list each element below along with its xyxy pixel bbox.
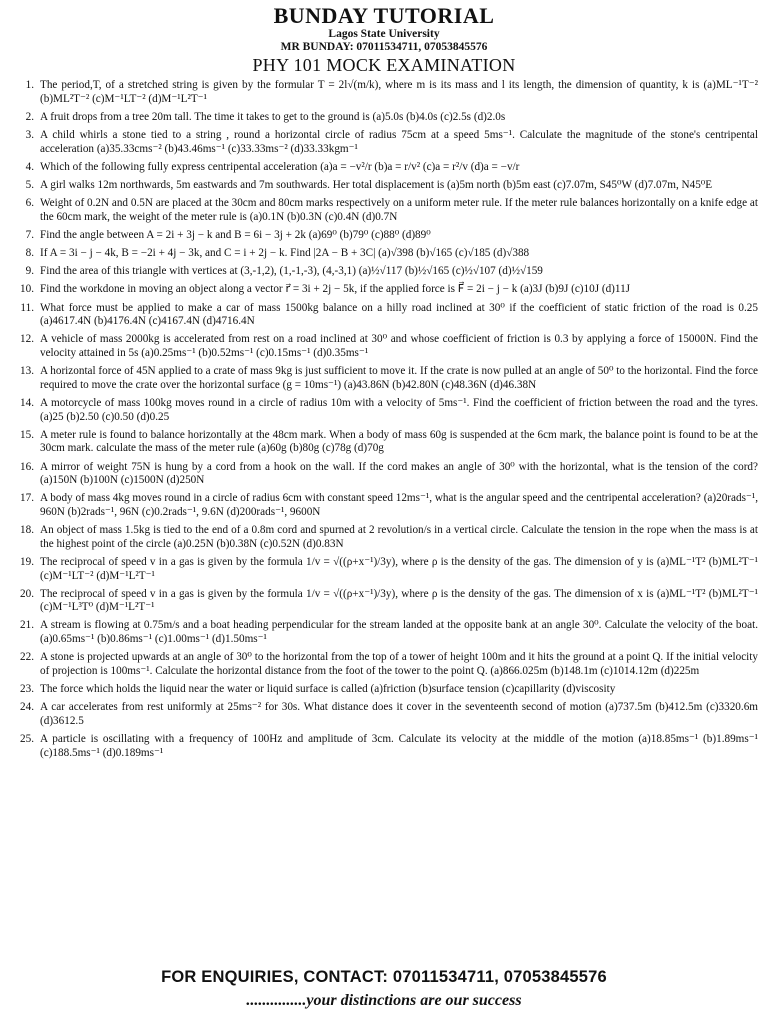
question-text: A girl walks 12m northwards, 5m eastwards and 7m southwards. Her total displacement is (a)5m north (b)5m east (c)7.07m, S45⁰W (d)7.07m, N45⁰E [40,178,713,191]
question-item [10,524,758,551]
question-item [10,247,758,261]
question-number: 15. [20,428,34,441]
question-item [10,733,758,760]
question-item [10,197,758,224]
question-number: 2. [25,110,34,123]
question-text: A horizontal force of 45N applied to a crate of mass 9kg is just sufficient to move it. If the crate is now pulled at an angle of 50⁰ to the horizontal. Find the force required to move the crate over the horizontal surface (g = 10ms⁻¹) (a)43.86N (b)42.80N (c)48.36N (d)46.38N [40,365,758,391]
question-item [10,397,758,424]
question-text: Which of the following fully express centripental acceleration (a)a = −v²/r (b)a = r/v² (c)a = r²/v (d)a = −v/r [40,160,520,173]
question-item [10,619,758,646]
question-item [10,701,758,728]
enquiries-contact: FOR ENQUIRIES, CONTACT: 07011534711, 07053845576 [161,968,607,986]
question-number: 22. [20,651,34,664]
question-number: 24. [20,701,34,714]
question-text: A body of mass 4kg moves round in a circle of radius 6cm with constant speed 12ms⁻¹, what is the angular speed and the centripental acceleration? (a)20rads⁻¹, 960N (b)2rads⁻¹, 96N (c)0.2rads⁻¹, 9.6N (d)200rads⁻¹, 9600N [40,492,758,518]
question-number: 21. [20,619,34,632]
question-number: 10. [20,283,34,296]
question-number: 9. [25,265,34,278]
question-item [10,492,758,519]
question-item [10,461,758,488]
page-title: BUNDAY TUTORIAL [273,3,495,28]
question-text: Find the angle between A = 2i + 3j − k and B = 6i − 3j + 2k (a)69⁰ (b)79⁰ (c)88⁰ (d)89⁰ [40,228,431,241]
question-item [10,129,758,156]
question-number: 13. [20,365,34,378]
question-number: 14. [20,397,34,409]
university-name: Lagos State University [328,28,440,40]
question-list [10,79,758,760]
question-text: An object of mass 1.5kg is tied to the end of a 0.8m cord and spurned at 2 revolution/s in a vertical circle. Calculate the tension in the rope when the mass is at the highest point of the circle (a)0.25N (b)0.38N (c)0.52N (d)0.83N [40,524,758,550]
question-item [10,333,758,360]
question-text: The reciprocal of speed v in a gas is given by the formula 1/v = √((ρ+x⁻¹)/3y), where ρ is the density of the gas. The dimension of x is (a)ML⁻¹T² (b)ML²T⁻¹ (c)M⁻¹L³T⁰ (d)M⁻¹L²T⁻¹ [40,587,758,614]
question-number: 4. [25,160,34,173]
question-text: What force must be applied to make a car of mass 1500kg balance on a hilly road inclined at 30⁰ if the coefficient of static friction of the road is 0.25 (a)4617.4N (b)4176.4N (c)4167.4N (d)4716.4N [40,301,758,328]
question-text: A stream is flowing at 0.75m/s and a boat heading perpendicular for the stream landed at the opposite bank at an angle 30⁰. Calculate the velocity of the boat. (a)0.65ms⁻¹ (b)0.86ms⁻¹ (c)1.00ms⁻¹ (d)1.50ms⁻¹ [40,619,758,646]
exam-page [0,4,768,1028]
question-item [10,265,758,279]
question-number: 3. [25,128,34,141]
question-number: 8. [25,247,34,260]
question-number: 12. [20,333,34,346]
question-number: 11. [20,301,34,314]
question-text: A fruit drops from a tree 20m tall. The time it takes to get to the ground is (a)5.0s (b)4.0s (c)2.5s (d)2.0s [40,110,506,123]
question-number: 23. [20,683,34,696]
question-text: The period,T, of a stretched string is given by the formular T = 2l√(m/k), where m is its mass and l its length, the dimension of quantity, k is (a)ML⁻¹T⁻² (b)ML²T⁻² (c)M⁻¹LT⁻² (d)M⁻¹L²T⁻¹ [40,79,758,105]
question-text: A child whirls a stone tied to a string , round a horizontal circle of radius 75cm at a speed 5ms⁻¹. Calculate the magnitude of the stone's centripental acceleration (a)35.33cms⁻² (b)43.46ms⁻¹ (c)33.33ms⁻² (d)33.33kgm⁻¹ [40,128,758,155]
question-number: 7. [25,228,34,241]
question-text: If A = 3i − j − 4k, B = −2i + 4j − 3k, and C = i + 2j − k. Find |2A − B + 3C| (a)√398 (b)√165 (c)√185 (d)√388 [40,247,530,260]
question-text: Weight of 0.2N and 0.5N are placed at the 30cm and 80cm marks respectively on a uniform meter rule. If the meter rule balances horizontally on a knife edge at the 60cm mark, the weight of the meter rule is (a)0.1N (b)0.3N (c)0.4N (d)0.7N [40,197,758,223]
question-text: A motorcycle of mass 100kg moves round in a circle of radius 10m with a velocity of 5ms⁻¹. Find the coefficient of friction between the road and the tyres. (a)25 (b)2.50 (c)0.50 (d)0.25 [40,397,758,423]
question-number: 18. [20,524,34,537]
question-item [10,283,758,297]
question-number: 6. [25,197,34,210]
question-item [10,588,758,615]
tutor-contact-line: MR BUNDAY: 07011534711, 07053845576 [280,41,488,53]
exam-title: PHY 101 MOCK EXAMINATION [252,55,516,75]
question-item [10,79,758,106]
question-number: 19. [20,555,34,568]
question-item [10,302,758,329]
question-text: The reciprocal of speed v in a gas is given by the formula 1/v = √((ρ+x⁻¹)/3y), where ρ is the density of the gas. The dimension of y is (a)ML⁻¹T² (b)ML²T⁻¹ (c)M⁻¹LT⁻² (d)M⁻¹L²T⁻¹ [40,555,758,582]
question-text: Find the area of this triangle with vertices at (3,-1,2), (1,-1,-3), (4,-3,1) (a)½√117 (b)½√165 (c)½√107 (d)½√159 [40,265,543,278]
tagline: ...............your distinctions are our success [246,992,522,1009]
question-text: Find the workdone in moving an object along a vector r⃗ = 3i + 2j − 5k, if the applied force is F⃗ = 2i − j − k (a)3J (b)9J (c)10J (d)11J [40,283,631,296]
question-text: A particle is oscillating with a frequency of 100Hz and amplitude of 3cm. Calculate its velocity at the middle of the motion (a)18.85ms⁻¹ (b)1.89ms⁻¹ (c)188.5ms⁻¹ (d)0.189ms⁻¹ [40,733,758,759]
question-text: A mirror of weight 75N is hung by a cord from a hook on the wall. If the cord makes an angle of 30⁰ with the horizontal, what is the tension of the cord? (a)150N (b)100N (c)1500N (d)250N [40,460,758,487]
question-text: The force which holds the liquid near the water or liquid surface is called (a)friction (b)surface tension (c)capillarity (d)viscosity [40,683,616,696]
question-number: 5. [25,178,34,191]
header [10,4,758,75]
question-item [10,429,758,456]
question-text: A stone is projected upwards at an angle of 30⁰ to the horizontal from the top of a tower of height 100m and it hits the ground at a point Q. If the initial velocity of projection is 100ms⁻¹. Calculate the horizontal distance from the foot of the tower to the point Q. (a)866.025m (b)148.1m (c)1014.12m (d)225m [40,651,758,677]
question-item [10,365,758,392]
question-number: 1. [25,79,34,91]
question-item [10,161,758,175]
question-text: A meter rule is found to balance horizontally at the 48cm mark. When a body of mass 60g is suspended at the 6cm mark, the balance point is found to be at the 30cm mark. calculate the mass of the meter rule (a)60g (b)80g (c)78g (d)70g [40,428,758,455]
question-item [10,111,758,125]
question-number: 20. [20,587,34,600]
question-item [10,683,758,697]
question-text: A car accelerates from rest uniformly at 25ms⁻² for 30s. What distance does it cover in the seventeenth second of motion (a)737.5m (b)412.5m (c)3320.6m (d)3612.5 [40,701,758,727]
question-number: 16. [20,460,34,473]
question-number: 25. [20,733,34,745]
question-text: A vehicle of mass 2000kg is accelerated from rest on a road inclined at 30⁰ and whose coefficient of friction is 0.3 by applying a force of 15000N. Find the velocity attained in 5s (a)0.25ms⁻¹ (b)0.52ms⁻¹ (c)0.15ms⁻¹ (d)0.35ms⁻¹ [40,333,758,360]
question-number: 17. [20,492,34,505]
question-item [10,179,758,193]
question-item [10,651,758,678]
question-item [10,229,758,243]
question-item [10,556,758,583]
